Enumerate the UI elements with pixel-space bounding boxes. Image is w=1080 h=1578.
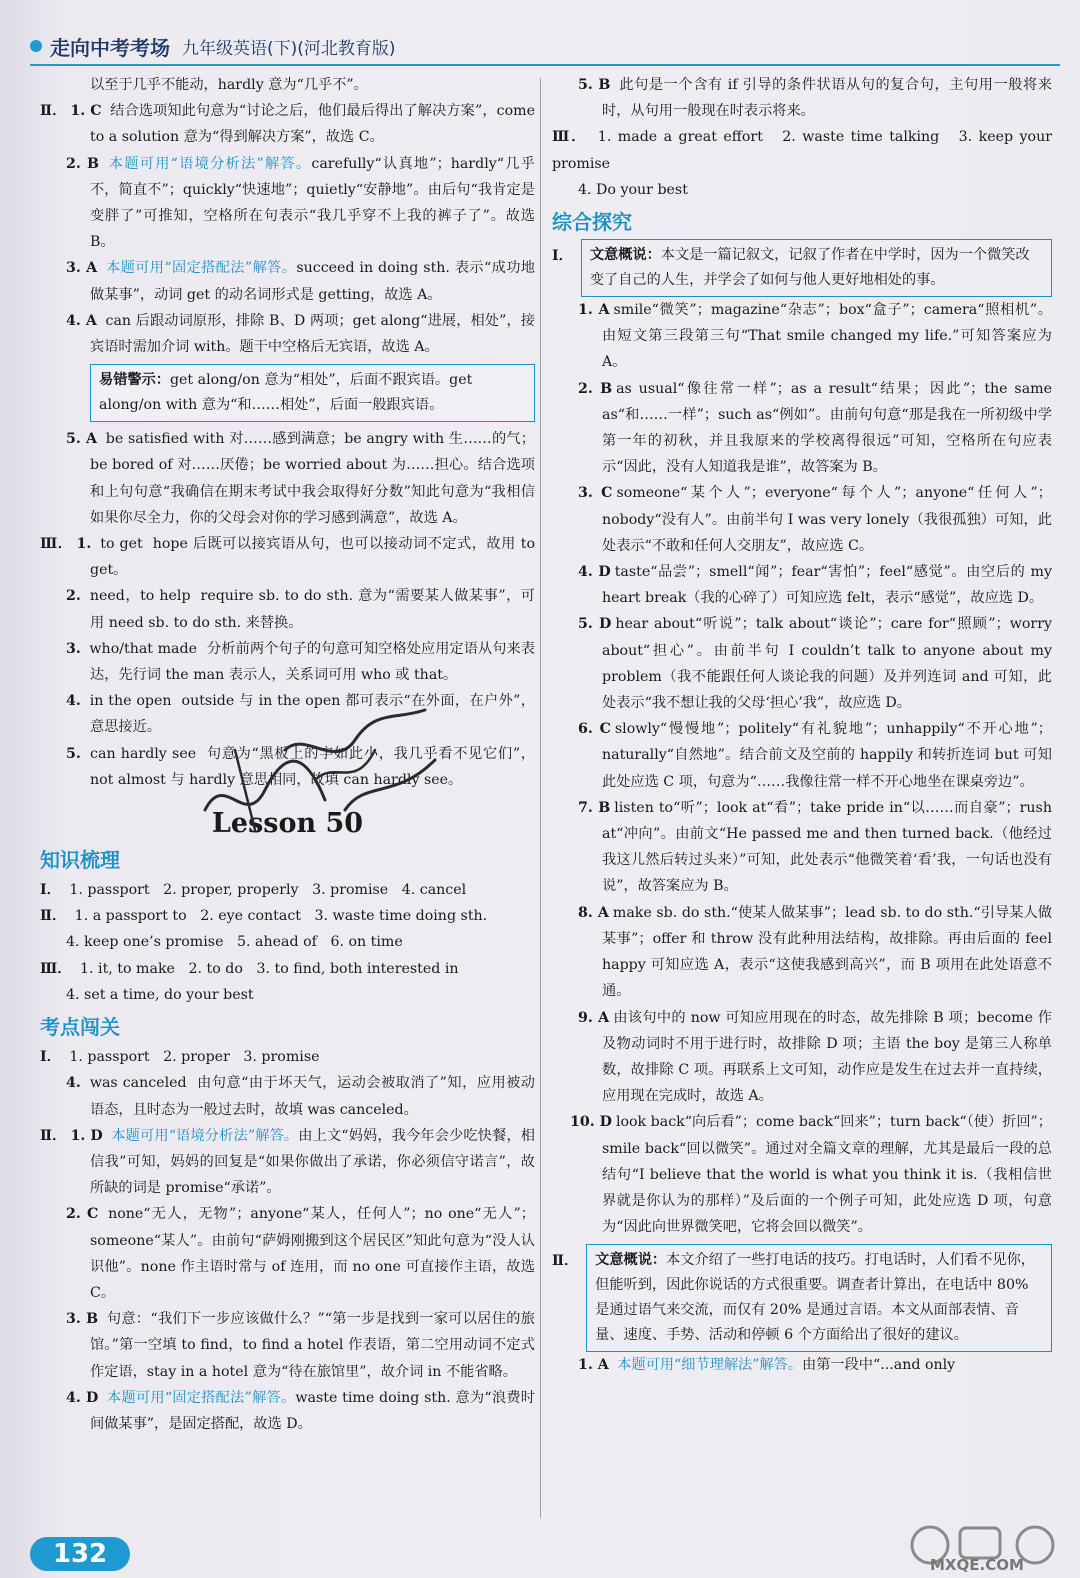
answer-item: 5. B 此句是一个含有 if 引导的条件状语从句的复合句，主句用一般将来时，从句用一般现在时表示将来。 [578, 77, 1052, 120]
answer-item: 1. A 本题可用“细节理解法”解答。由第一段中“...and only [578, 1357, 956, 1374]
answer-item: Ⅱ． 1. D 本题可用“语境分析法”解答。由上文“妈妈，我今年会少吃快餐，相信我”可知，妈妈的回复是“如果你做出了承诺，你必须信守诺言”，故所缺的词是 promise“承诺”。 [40, 1127, 535, 1197]
summary-row [552, 1244, 1052, 1352]
answer-item: 5. D hear about“听说”；talk about“谈论”；care for“照顾”；worry about“担心”。由前半句 I couldn’t talk to anyone about my problem（我不能跟任何人谈论我的问题）及并列连词 and 可知，此处表示“我不想让我的父母‘担心’我”，故应选 D。 [578, 616, 1052, 712]
section-heading: 综合探究 [552, 210, 632, 235]
answer-row: Ⅰ． 1. passport 2. proper, properly 3. promise 4. cancel [40, 882, 467, 899]
answer-item: 2. B as usual“像往常一样”；as a result“结果；因此”；the same as“和……一样”；such as“例如”。由前句句意“那是我在一所初级中学第一年的初秋，并且我原来的学校离得很远”可知，空格所在句应表示“因此，没有人知道我是谁”，故答案为 B。 [578, 380, 1052, 476]
answer-item: 2. C none“无人，无物”；anyone“某人，任何人”；no one“无人”；someone“某人”。由前句“萨姆刚搬到这个居民区”知此句意为“没人认识他”。none 作主语时常与 of 连用，而 no one 可直接作主语，故选 C。 [66, 1206, 535, 1301]
book-title: 走向中考考场 [50, 35, 170, 60]
answer-item: 10. D look back“向后看”；come back“回来”；turn back“（使）折回”；smile back“回以微笑”。通过对全篇文章的理解，尤其是最后一段的总结句“I believe that the world is what you think it is.（我相信世界就是你认为的那样）”及后面的一个例子可知，此处应选 D 项，句意为“因此向世界微笑吧，它将会回以微笑”。 [570, 1114, 1052, 1236]
right-column [552, 72, 1052, 1379]
answer-row: Ⅰ． 1. passport 2. proper 3. promise [40, 1049, 320, 1066]
answer-item: Ⅲ． 1. to get hope 后既可以接宾语从句，也可以接动词不定式，故用 to get。 [40, 536, 536, 579]
answer-item: 4. A can 后跟动词原形，排除 B、D 两项；get along“进展，相处”，接宾语时需加介词 with。题干中空格后无宾语，故选 A。 [66, 312, 535, 356]
summary-box: 文意概说：本文是一篇记叙文，记叙了作者在中学时，因为一个微笑改变了自己的人生，并学会了如何与他人更好地相处的事。 [581, 239, 1052, 297]
watermark-text: MXQE.COM [930, 1556, 1024, 1574]
roman-label: Ⅱ． [552, 1253, 579, 1270]
header-dot-icon [30, 40, 42, 52]
answer-row: 4. set a time, do your best [66, 986, 254, 1003]
answer-item: 4. D 本题可用“固定搭配法”解答。waste time doing sth. 意为“浪费时间做某事”，是固定搭配，故选 D。 [66, 1389, 535, 1432]
answer-row: 4. Do your best [578, 181, 688, 198]
answer-item: 5. can hardly see 句意为“黑板上的字如此小，我几乎看不见它们”，not almost 与 hardly 意思相同，故填 can hardly see。 [66, 745, 535, 788]
lesson-title: Lesson 50 [211, 808, 364, 840]
answer-item: 9. A 由该句中的 now 可知应用现在的时态，故先排除 B 项；become 作及物动词时不用于进行时，故排除 D 项；主语 the boy 是第三人称单数，故排除 C 项。再联系上文可知，动作应是发生在过去并一直持续，应用现在完成时，故选 A。 [578, 1009, 1052, 1105]
answer-row: Ⅱ． 1. a passport to 2. eye contact 3. waste time doing sth. [40, 908, 488, 925]
answer-item: 5. A be satisfied with 对……感到满意；be angry with 生……的气；be bored of 对……厌倦；be worried about 为……担心。结合选项和上句句意“我确信在期末考试中我会取得好分数”知此句意为“我相信如果你尽全力，你的父母会对你的学习感到满意”，故选 A。 [66, 431, 536, 526]
answer-item: 2. B 本题可用“语境分析法”解答。carefully“认真地”；hardly“几乎不，简直不”；quickly“快速地”；quietly“安静地”。由后句“我肯定是变胖了”可推知，空格所在句表示“我几乎穿不上我的裤子了”。故选 B。 [66, 155, 535, 251]
answer-item: 4. D taste“品尝”；smell“闻”；fear“害怕”；feel“感觉”。由空后的 my heart break（我的心碎了）可知应选 felt，表示“感觉”，故应选 D。 [578, 564, 1052, 607]
header-rule [30, 64, 1060, 66]
page-header [30, 30, 396, 62]
column-divider [540, 78, 541, 1518]
answer-item: Ⅱ． 1. C 结合选项知此句意为“讨论之后，他们最后得出了解决方案”，come to a solution 意为“得到解决方案”，故选 C。 [40, 103, 535, 146]
answer-item: 3. who/that made 分析前两个句子的句意可知空格处应用定语从句来表达，先行词 the man 表示人，关系词可用 who 或 that。 [66, 640, 535, 684]
answer-item: 3. C someone“某个人”；everyone“每个人”；anyone“任何人”；nobody“没有人”。由前半句 I was very lonely（我很孤独）可知，此处表示“不敢和任何人交朋友”，故应选 C。 [578, 485, 1052, 554]
error-warning-box: 易错警示：get along/on 意为“相处”，后面不跟宾语。get along/on with 意为“和……相处”，后面一般跟宾语。 [90, 364, 535, 422]
answer-item: 8. A make sb. do sth.“使某人做某事”；lead sb. to do sth.“引导某人做某事”；offer 和 throw 没有此种用法结构，故排除。再由后面的 feel happy 可知应选 A，表示“这使我感到高兴”，而 B 项用在此处语意不通。 [578, 904, 1053, 1000]
summary-row [552, 239, 1052, 297]
answer-item: 7. B listen to“听”；look at“看”；take pride in“以……而自豪”；rush at“冲向”。由前文“He passed me and then turned back.（他经过我这儿然后转过头来）”可知，此处表示“他微笑着‘看’我，一句话也没有说”，故答案应为 B。 [578, 799, 1052, 895]
answer-row: Ⅲ． 1. made a great effort 2. waste time talking 3. keep your promise [552, 129, 1053, 172]
left-column [40, 72, 535, 1437]
answer-item: 1. A smile“微笑”；magazine“杂志”；box“盒子”；camera“照相机”。由短文第三段第三句“That smile changed my life.”可知答案应为 A。 [578, 302, 1052, 371]
answer-item: 3. A 本题可用“固定搭配法”解答。succeed in doing sth. 表示“成功地做某事”，动词 get 的动名词形式是 getting，故选 A。 [66, 260, 535, 303]
answer-item: 4. was canceled 由句意“由于坏天气，运动会被取消了”知，应用被动语态，且时态为一般过去时，故填 was canceled。 [66, 1075, 535, 1118]
answer-item: 3. B 句意：“我们下一步应该做什么？”“第一步是找到一家可以居住的旅馆。”第一空填 to find，to find a hotel 作表语，第二空用动词不定式作定语，stay in a hotel 意为“待在旅馆里”，故介词 in 不能省略。 [66, 1311, 535, 1380]
section-heading: 知识梳理 [40, 848, 120, 873]
book-subtitle: 九年级英语(下)(河北教育版) [182, 38, 396, 59]
summary-box: 文意概说：本文介绍了一些打电话的技巧。打电话时，人们看不见你，但能听到，因此你说话的方式很重要。调查者计算出，在电话中 80% 是通过语气来交流，而仅有 20% 是通过言语。本文从面部表情、音量、速度、手势、活动和停顿 6 个方面给出了很好的建议。 [586, 1244, 1052, 1352]
section-heading: 考点闯关 [40, 1015, 120, 1040]
answer-item: 2. need，to help require sb. to do sth. 意为“需要某人做某事”，可用 need sb. to do sth. 来替换。 [66, 588, 535, 631]
answer-item: 6. C slowly“慢慢地”；politely“有礼貌地”；unhappily“不开心地”；naturally“自然地”。结合前文及空前的 happily 和转折连词 but 可知此处应选 C 项，句意为“……我像往常一样不开心地坐在课桌旁边”。 [578, 721, 1052, 790]
text-line: 以至于几乎不能动，hardly 意为“几乎不”。 [90, 77, 368, 93]
answer-row: Ⅲ． 1. it, to make 2. to do 3. to find, both interested in [40, 960, 459, 977]
answer-row: 4. keep one’s promise 5. ahead of 6. on time [66, 934, 403, 951]
page-number: 132 [30, 1537, 130, 1571]
answer-item: 4. in the open outside 与 in the open 都可表示“在外面，在户外”，意思接近。 [66, 693, 535, 736]
roman-label: Ⅰ． [552, 248, 573, 265]
